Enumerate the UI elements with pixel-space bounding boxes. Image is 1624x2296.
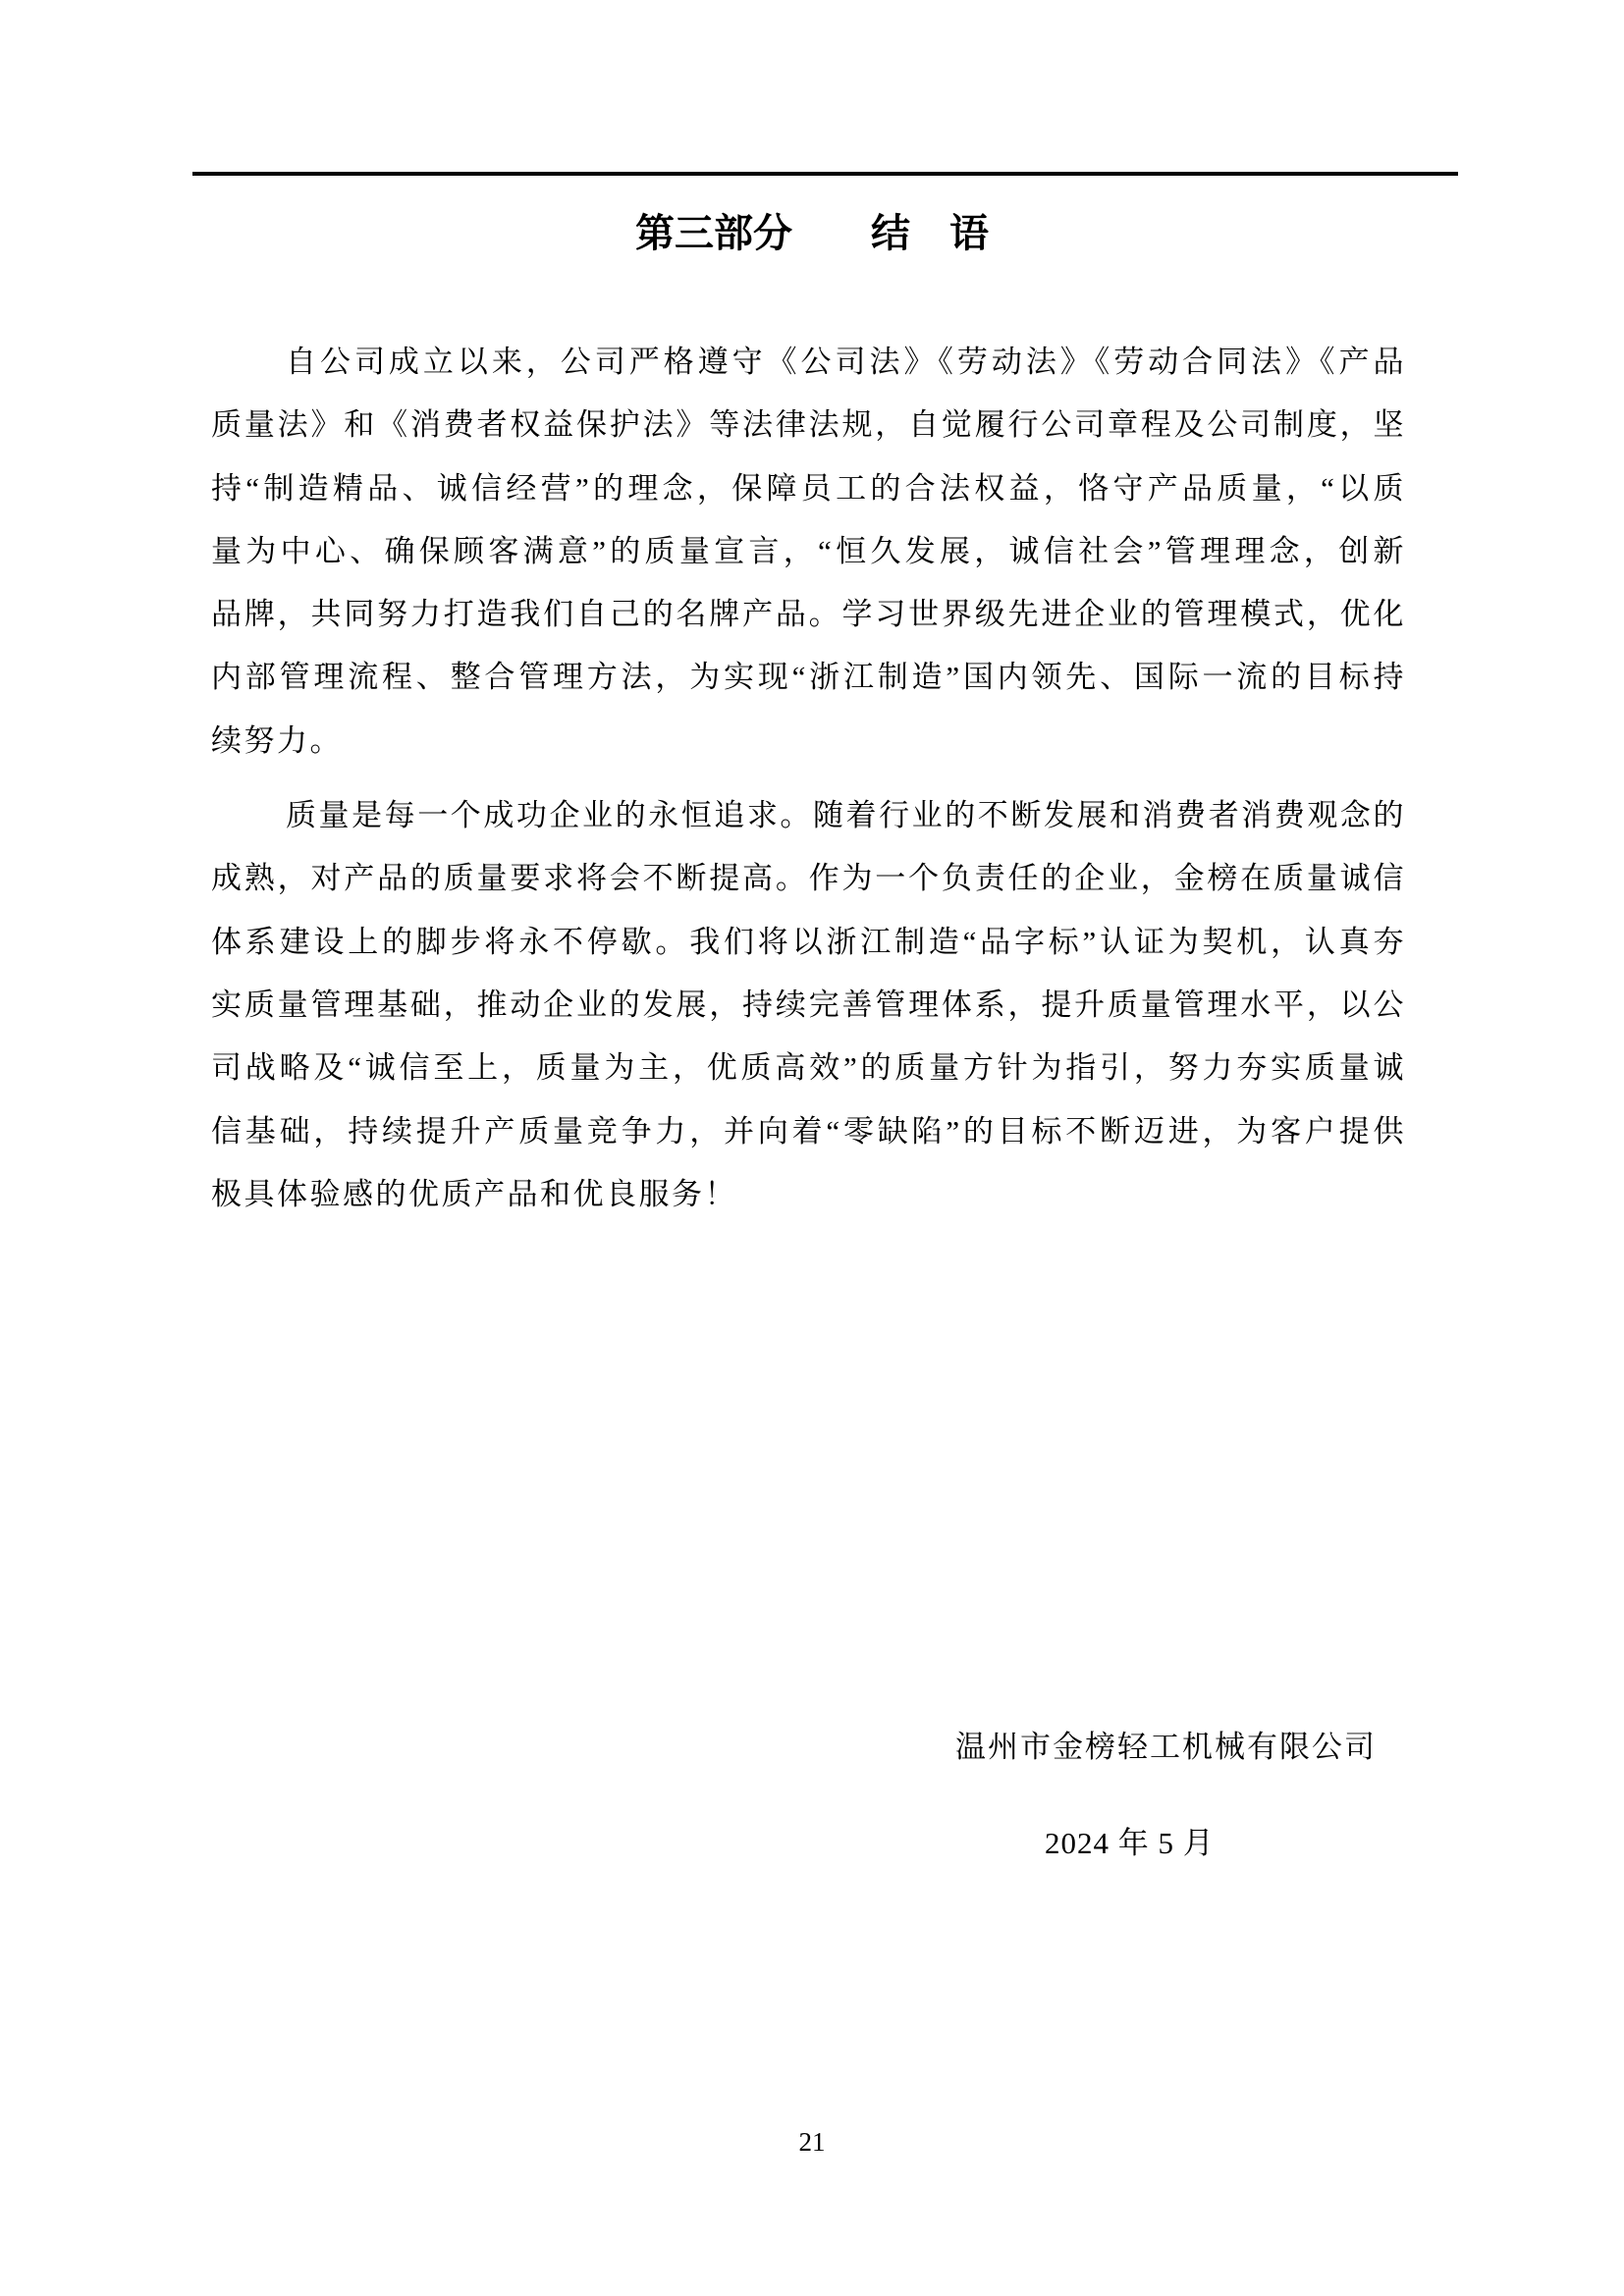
text-line: 续努力。 bbox=[211, 722, 343, 758]
paragraph-1 bbox=[211, 331, 1406, 773]
text-line: 体系建设上的脚步将永不停歇。我们将以浙江制造“品字标”认证为契机，认真夯 bbox=[211, 924, 1406, 959]
text-line: 质量法》和《消费者权益保护法》等法律法规，自觉履行公司章程及公司制度，坚 bbox=[211, 407, 1406, 443]
paragraph-2 bbox=[211, 784, 1406, 1226]
text-line: 实质量管理基础，推动企业的发展，持续完善管理体系，提升质量管理水平，以公 bbox=[211, 987, 1406, 1022]
text-line: 司战略及“诚信至上，质量为主，优质高效”的质量方针为指引，努力夯实质量诚 bbox=[211, 1050, 1406, 1086]
text-line: 品牌，共同努力打造我们自己的名牌产品。学习世界级先进企业的管理模式，优化 bbox=[211, 597, 1406, 632]
section-title: 第三部分 结 语 bbox=[635, 212, 989, 255]
text-line: 成熟，对产品的质量要求将会不断提高。作为一个负责任的企业，金榜在质量诚信 bbox=[211, 861, 1406, 896]
text-line: 量为中心、确保顾客满意”的质量宣言，“恒久发展，诚信社会”管理理念，创新 bbox=[211, 533, 1406, 568]
text-line: 质量是每一个成功企业的永恒追求。随着行业的不断发展和消费者消费观念的 bbox=[286, 798, 1406, 833]
text-line: 内部管理流程、整合管理方法，为实现“浙江制造”国内领先、国际一流的目标持 bbox=[211, 660, 1406, 695]
header-rule bbox=[192, 172, 1458, 176]
signature-date: 2024 年 5 月 bbox=[1045, 1826, 1215, 1860]
text-line: 极具体验感的优质产品和优良服务！ bbox=[211, 1176, 737, 1211]
text-line: 自公司成立以来，公司严格遵守《公司法》《劳动法》《劳动合同法》《产品 bbox=[286, 345, 1406, 379]
text-line: 信基础，持续提升产质量竞争力，并向着“零缺陷”的目标不断迈进，为客户提供 bbox=[211, 1113, 1406, 1148]
body-text bbox=[211, 331, 1406, 1226]
signature-company: 温州市金榜轻工机械有限公司 bbox=[955, 1730, 1377, 1764]
page-number: 21 bbox=[798, 2127, 826, 2157]
text-line: 持“制造精品、诚信经营”的理念，保障员工的合法权益，恪守产品质量，“以质 bbox=[211, 470, 1406, 506]
